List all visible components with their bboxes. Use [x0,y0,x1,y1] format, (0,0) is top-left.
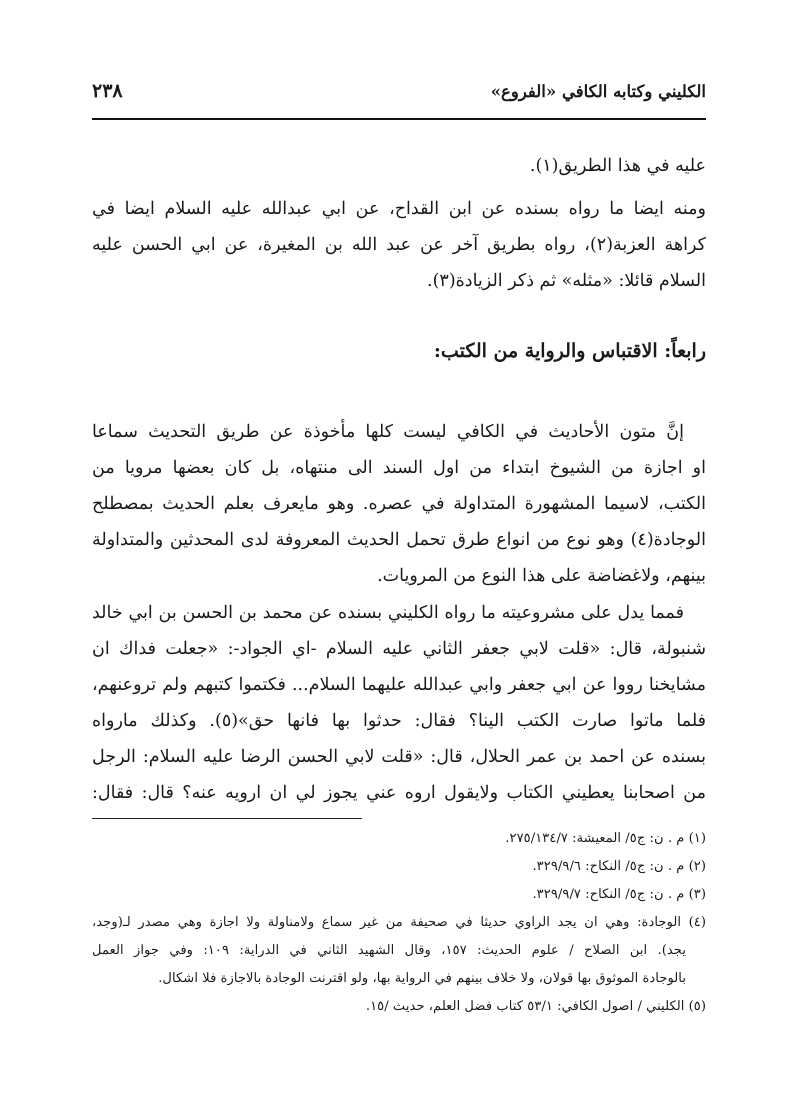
body-line: عليه في هذا الطريق(١). [529,156,706,176]
footnote: (٤) الوجادة: وهي ان يجد الراوي حديثا في صحيفة من غير سماع ولامناولة ولا اجازة وهي مصدر لـ(وجد، [92,915,706,930]
footnote: (١) م . ن: ج٥/ المعيشة: ٢٧٥/١٣٤/٧. [505,831,706,846]
running-header [92,80,706,112]
footnote-continuation: يجد). ابن الصلاح / علوم الحديث: ١٥٧، وقال الشهيد الثاني في الدراية: ١٠٩: وفي جواز العمل [92,943,686,958]
header-title: الكليني وكتابه الكافي «الفروع» [490,82,706,101]
body-line: ومنه ايضا ما رواه بسنده عن ابن القداح، عن ابي عبدالله عليه السلام ايضا في [92,199,706,219]
body-line: الوجادة(٤) وهو نوع من انواع طرق تحمل الحديث المعروفة لدى المحدثين والمتداولة [92,530,706,550]
page-number: ٢٣٨ [92,80,123,102]
body-line: شنبولة، قال: «قلت لابي جعفر الثاني عليه السلام -اي الجواد-: «جعلت فداك ان [92,639,706,659]
header-rule [92,118,706,120]
body-line: السلام قائلا: «مثله» ثم ذكر الزيادة(٣). [427,271,706,291]
footnote: (٢) م . ن: ج٥/ النكاح: ٣٢٩/٩/٦. [532,859,706,874]
footnote: (٥) الكليني / اصول الكافي: ٥٣/١ كتاب فضل العلم، حديث /١٥. [365,999,706,1014]
body-line: او اجازة من الشيوخ ابتداء من اول السند الى منتهاه، بل كان بعضها مرويا من [92,458,706,478]
section-heading: رابعاً: الاقتباس والرواية من الكتب: [433,340,706,362]
body-line: من اصحابنا يعطيني الكتاب ولايقول اروه عني يجوز لي ان ارويه عنه؟ قال: فقال: [92,783,706,803]
footnote-continuation: بالوجادة الموثوق بها قولان، ولا خلاف بينهم في الرواية بها، ولو اقترنت الوجادة بالاجازة فلا اشكال. [158,971,686,986]
book-page [92,0,706,1117]
footnote: (٣) م . ن: ج٥/ النكاح: ٣٢٩/٩/٧. [532,887,706,902]
body-line: إنَّ متون الأحاديث في الكافي ليست كلها مأخوذة عن طريق التحديث سماعا [92,422,684,442]
body-line: فلما ماتوا صارت الكتب الينا؟ فقال: حدثوا بها فانها حق»(٥). وكذلك مارواه [92,711,706,731]
body-line: بينهم، ولاغضاضة على هذا النوع من المرويات. [377,566,706,586]
body-line: بسنده عن احمد بن عمر الحلال، قال: «قلت لابي الحسن الرضا عليه السلام: الرجل [92,747,706,767]
body-line: فمما يدل على مشروعيته ما رواه الكليني بسنده عن محمد بن الحسن بن ابي خالد [92,603,684,623]
footnote-rule [92,818,362,819]
body-line: الكتب، لاسيما المشهورة المتداولة في عصره. وهو مايعرف بعلم الحديث بمصطلح [92,494,706,514]
body-line: كراهة العزبة(٢)، رواه بطريق آخر عن عبد الله بن المغيرة، عن ابي الحسن عليه [92,235,706,255]
body-line: مشايخنا رووا عن ابي جعفر وابي عبدالله عليهما السلام... فكتموا كتبهم ولم تروعنهم، [92,675,706,695]
